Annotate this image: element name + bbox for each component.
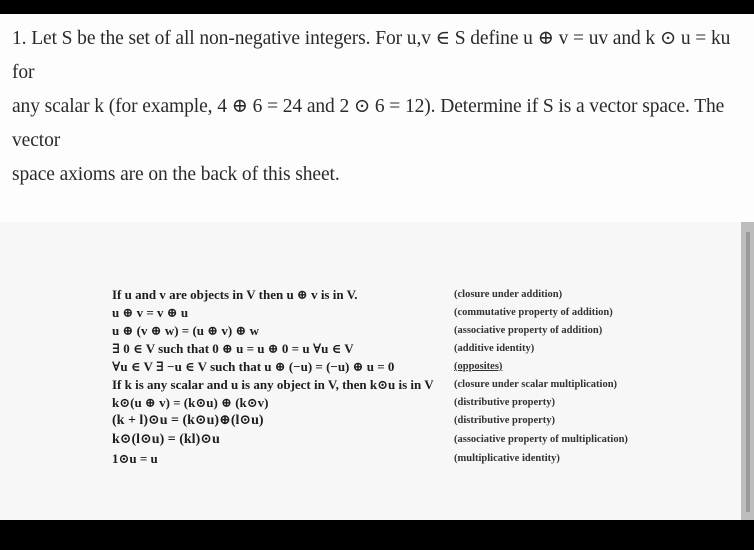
axiom-note: (distributive property) bbox=[454, 415, 556, 426]
axiom-note: (additive identity) bbox=[454, 343, 535, 354]
axiom-note: (associative property of multiplication) bbox=[454, 434, 628, 445]
axiom-row bbox=[112, 340, 672, 358]
axiom-row bbox=[112, 286, 672, 304]
axiom-note: (associative property of addition) bbox=[454, 325, 603, 336]
problem-line-1: 1. Let S be the set of all non-negative integers. For u,v ∈ S define u ⊕ v = uv and k ⊙ u = ku for bbox=[12, 28, 731, 83]
page-edge-shadow bbox=[746, 232, 750, 512]
axiom-row bbox=[112, 304, 672, 322]
axiom-statement: If k is any scalar and u is any object in V, then k⊙u is in V bbox=[112, 377, 434, 392]
axiom-row bbox=[112, 412, 672, 431]
problem-line-2: any scalar k (for example, 4 ⊕ 6 = 24 and 2 ⊙ 6 = 12). Determine if S is a vector space. The vector bbox=[12, 96, 725, 151]
axiom-statement: If u and v are objects in V then u ⊕ v is in V. bbox=[112, 287, 358, 302]
axiom-statement: u ⊕ v = v ⊕ u bbox=[112, 305, 189, 320]
vector-space-axioms bbox=[112, 286, 672, 468]
axiom-note: (opposites) bbox=[454, 361, 503, 372]
axiom-note: (closure under addition) bbox=[454, 289, 563, 300]
axiom-statement: ∃ 0 ∈ V such that 0 ⊕ u = u ⊕ 0 = u ∀u ∈ V bbox=[112, 341, 354, 356]
axiom-note: (closure under scalar multiplication) bbox=[454, 379, 618, 390]
axiom-row bbox=[112, 358, 672, 376]
axiom-statement: 1⊙u = u bbox=[112, 451, 158, 466]
axiom-row bbox=[112, 322, 672, 340]
axiom-row bbox=[112, 431, 672, 450]
problem-sheet bbox=[0, 14, 754, 222]
axiom-row bbox=[112, 394, 672, 412]
problem-text bbox=[12, 22, 747, 192]
axiom-row bbox=[112, 450, 672, 468]
axiom-statement: ∀u ∈ V ∃ −u ∈ V such that u ⊕ (−u) = (−u) ⊕ u = 0 bbox=[112, 359, 395, 374]
axiom-statement: u ⊕ (v ⊕ w) = (u ⊕ v) ⊕ w bbox=[112, 323, 260, 338]
axiom-statement: k⊙(l⊙u) = (kl)⊙u bbox=[112, 432, 220, 447]
axiom-note: (multiplicative identity) bbox=[454, 453, 560, 464]
axiom-note: (commutative property of addition) bbox=[454, 307, 613, 318]
axiom-row bbox=[112, 376, 672, 394]
problem-line-3: space axioms are on the back of this sheet. bbox=[12, 164, 340, 185]
axiom-statement: (k + l)⊙u = (k⊙u)⊕(l⊙u) bbox=[112, 413, 264, 428]
axiom-statement: k⊙(u ⊕ v) = (k⊙u) ⊕ (k⊙v) bbox=[112, 395, 269, 410]
axiom-note: (distributive property) bbox=[454, 397, 556, 408]
